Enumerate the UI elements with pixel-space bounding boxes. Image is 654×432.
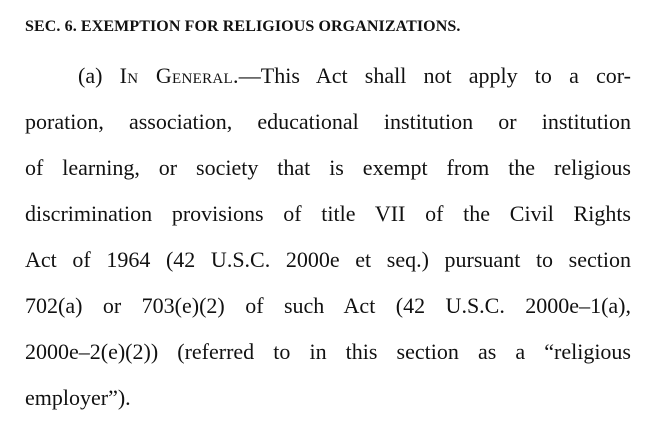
paragraph-line-6: 702(a) or 703(e)(2) of such Act (42 U.S.C. 2000e–1(a), [25,293,631,318]
paragraph-line-8: employer”). [25,385,131,410]
subsection-marker: (a) [78,63,103,88]
paragraph-line-5: Act of 1964 (42 U.S.C. 2000e et seq.) pursuant to section [25,247,631,272]
paragraph-line-1 [78,61,631,91]
section-heading: SEC. 6. EXEMPTION FOR RELIGIOUS ORGANIZATIONS. [25,18,461,35]
paragraph-line-4: discrimination provisions of title VII of the Civil Rights [25,201,631,226]
line-1-text: —This Act shall not apply to a cor- [238,63,631,88]
subsection-heading: In General. [119,63,239,88]
paragraph-line-7: 2000e–2(e)(2)) (referred to in this section as a “religious [25,339,631,364]
paragraph-line-2: poration, association, educational institution or institution [25,109,631,134]
paragraph-line-3: of learning, or society that is exempt from the religious [25,155,631,180]
